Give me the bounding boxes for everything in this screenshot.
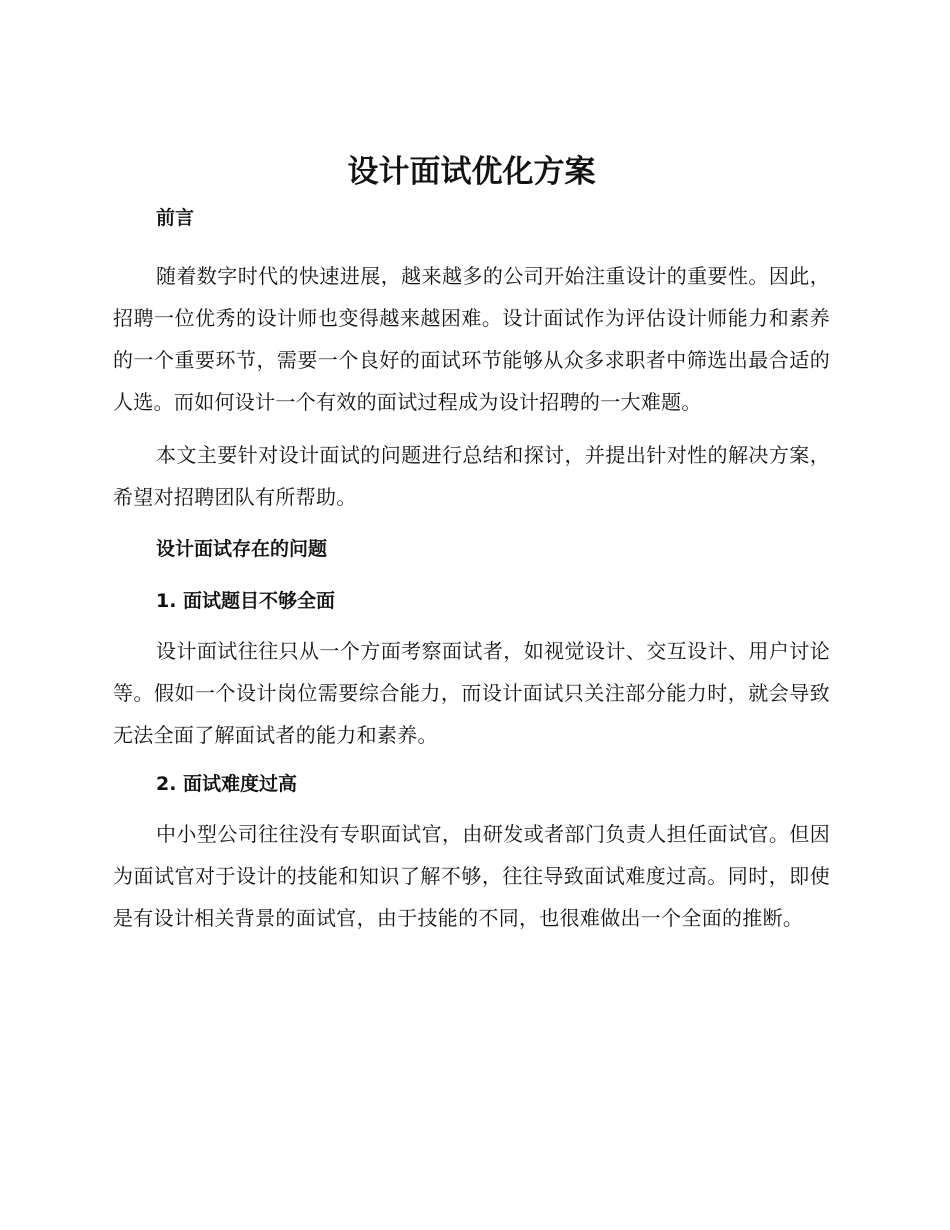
intro-paragraph-2: 本文主要针对设计面试的问题进行总结和探讨，并提出针对性的解决方案，希望对招聘团队有所帮助。 xyxy=(113,443,830,509)
subheading-problem-2: 2. 面试难度过高 xyxy=(156,773,298,795)
subheading-problem-1: 1. 面试题目不够全面 xyxy=(156,590,336,612)
document-body xyxy=(113,150,830,939)
problem-2-paragraph: 中小型公司往往没有专职面试官，由研发或者部门负责人担任面试官。但因为面试官对于设计的技能和知识了解不够，往往导致面试难度过高。同时，即使是有设计相关背景的面试官，由于技能的不同，也很难做出一个全面的推断。 xyxy=(113,822,830,930)
section-heading-intro: 前言 xyxy=(156,207,195,229)
intro-paragraph-1: 随着数字时代的快速进展，越来越多的公司开始注重设计的重要性。因此，招聘一位优秀的设计师也变得越来越困难。设计面试作为评估设计师能力和素养的一个重要环节，需要一个良好的面试环节能够从众多求职者中筛选出最合适的人选。而如何设计一个有效的面试过程成为设计招聘的一大难题。 xyxy=(113,264,830,414)
section-heading-problems: 设计面试存在的问题 xyxy=(156,538,328,560)
problem-1-paragraph: 设计面试往往只从一个方面考察面试者，如视觉设计、交互设计、用户讨论等。假如一个设计岗位需要综合能力，而设计面试只关注部分能力时，就会导致无法全面了解面试者的能力和素养。 xyxy=(113,639,830,747)
document-title: 设计面试优化方案 xyxy=(347,154,596,190)
